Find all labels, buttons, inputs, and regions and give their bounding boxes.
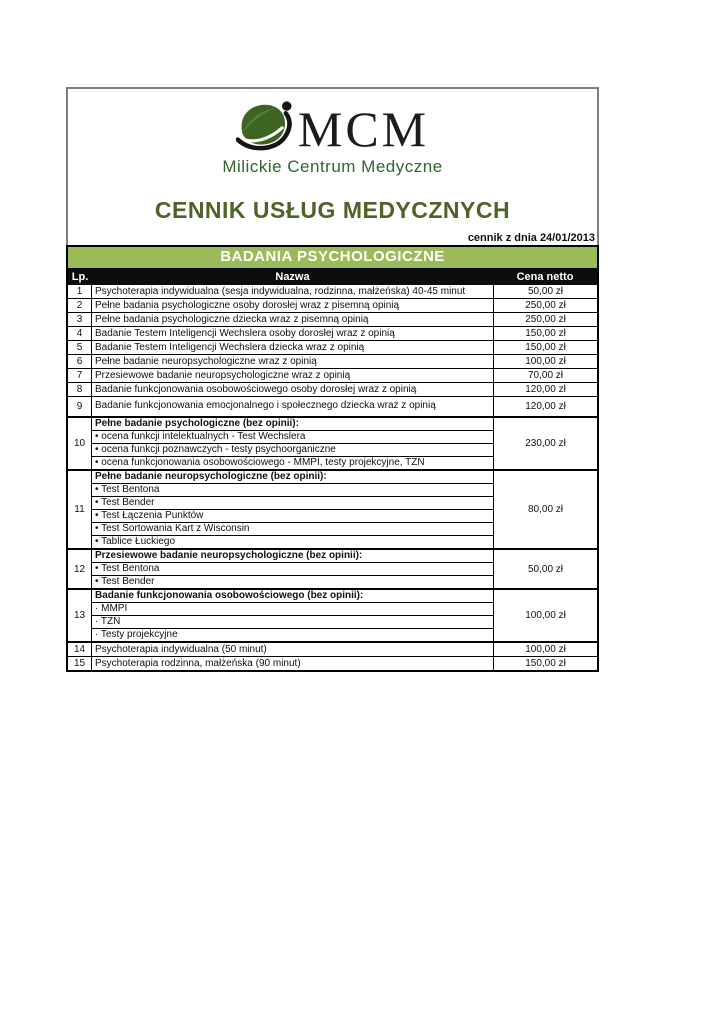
row-number-cell: 8 bbox=[68, 383, 92, 396]
row-number-cell: 9 bbox=[68, 397, 92, 416]
table-row-group bbox=[68, 588, 597, 641]
service-name-cell bbox=[92, 590, 493, 641]
group-header: Pełne badanie psychologiczne (bez opinii): bbox=[92, 418, 493, 431]
col-header-name: Nazwa bbox=[275, 271, 310, 283]
table-header-row bbox=[68, 269, 597, 285]
table-row-group bbox=[68, 469, 597, 548]
logo-block bbox=[68, 89, 597, 177]
col-header-lp: Lp. bbox=[71, 271, 89, 283]
table-row bbox=[68, 354, 597, 368]
group-header: Badanie funkcjonowania osobowościowego (bez opinii): bbox=[92, 590, 493, 603]
row-number-cell: 13 bbox=[68, 590, 92, 641]
mcm-leaf-logo-icon bbox=[236, 97, 294, 155]
group-item: • Test Sortowania Kart z Wisconsin bbox=[92, 523, 493, 536]
price-cell: 80,00 zł bbox=[493, 471, 597, 548]
group-item: • Test Bender bbox=[95, 576, 155, 587]
service-name-cell: Badanie Testem Inteligencji Wechslera dziecka wraz z opinią bbox=[95, 342, 365, 353]
service-name-cell: Badanie funkcjonowania emocjonalnego i społecznego dziecka wraz z opinią bbox=[95, 400, 436, 411]
price-cell: 70,00 zł bbox=[493, 369, 597, 382]
table-row bbox=[68, 340, 597, 354]
row-number-cell: 3 bbox=[68, 313, 92, 326]
table-row bbox=[68, 368, 597, 382]
group-item: • Tablice Łuckiego bbox=[95, 536, 176, 547]
price-cell: 250,00 zł bbox=[493, 313, 597, 326]
group-item: • Test Bender bbox=[92, 497, 493, 510]
row-number-cell: 2 bbox=[68, 299, 92, 312]
group-item: · Testy projekcyjne bbox=[95, 629, 178, 640]
service-name-cell bbox=[92, 471, 493, 548]
price-cell: 250,00 zł bbox=[493, 299, 597, 312]
group-item: · TZN bbox=[92, 616, 493, 629]
table-row bbox=[68, 285, 597, 298]
table-row bbox=[68, 641, 597, 656]
row-number-cell: 1 bbox=[68, 285, 92, 298]
row-number-cell: 12 bbox=[68, 550, 92, 588]
price-list-document bbox=[66, 87, 599, 672]
price-cell: 100,00 zł bbox=[493, 590, 597, 641]
service-name-cell: Badanie funkcjonowania osobowościowego osoby dorosłej wraz z opinią bbox=[95, 384, 417, 395]
service-name-cell: Pełne badanie neuropsychologiczne wraz z opinią bbox=[95, 356, 317, 367]
price-cell: 150,00 zł bbox=[493, 327, 597, 340]
group-item: • ocena funkcjonowania osobowościowego - MMPI, testy projekcyjne, TZN bbox=[95, 457, 425, 468]
table-row bbox=[68, 298, 597, 312]
group-item: • Test Łączenia Punktów bbox=[92, 510, 493, 523]
service-name-cell: Badanie Testem Inteligencji Wechslera osoby dorosłej wraz z opinią bbox=[95, 328, 395, 339]
service-name-cell: Psychoterapia indywidualna (sesja indywidualna, rodzinna, małżeńska) 40-45 minut bbox=[95, 286, 466, 297]
row-number-cell: 10 bbox=[68, 418, 92, 469]
group-item: • ocena funkcji intelektualnych - Test Wechslera bbox=[92, 431, 493, 444]
table-row bbox=[68, 396, 597, 416]
col-header-price: Cena netto bbox=[516, 271, 574, 283]
service-name-cell: Pełne badania psychologiczne dziecka wraz z pisemną opinią bbox=[95, 314, 369, 325]
section-header: BADANIA PSYCHOLOGICZNE bbox=[68, 247, 597, 269]
logo-acronym: MCM bbox=[297, 101, 430, 157]
service-name-cell: Psychoterapia indywidualna (50 minut) bbox=[95, 644, 267, 655]
table-row bbox=[68, 312, 597, 326]
service-name-cell bbox=[92, 418, 493, 469]
date-note: cennik z dnia 24/01/2013 bbox=[467, 232, 595, 244]
table-row bbox=[68, 656, 597, 670]
table-row bbox=[68, 382, 597, 396]
logo-subtitle: Milickie Centrum Medyczne bbox=[222, 157, 443, 176]
price-cell: 100,00 zł bbox=[493, 355, 597, 368]
group-item: · MMPI bbox=[92, 603, 493, 616]
group-item: • Test Bentona bbox=[92, 484, 493, 497]
service-name-cell bbox=[92, 550, 493, 588]
service-name-cell: Pełne badania psychologiczne osoby dorosłej wraz z pisemną opinią bbox=[95, 300, 400, 311]
group-header: Pełne badanie neuropsychologiczne (bez opinii): bbox=[92, 471, 493, 484]
price-cell: 120,00 zł bbox=[493, 397, 597, 416]
table-row-group bbox=[68, 416, 597, 469]
group-item: • ocena funkcji poznawczych - testy psychoorganiczne bbox=[92, 444, 493, 457]
logo-dot bbox=[282, 101, 291, 110]
price-table bbox=[66, 245, 599, 672]
row-number-cell: 5 bbox=[68, 341, 92, 354]
row-number-cell: 7 bbox=[68, 369, 92, 382]
row-number-cell: 15 bbox=[68, 657, 92, 670]
row-number-cell: 11 bbox=[68, 471, 92, 548]
service-name-cell: Przesiewowe badanie neuropsychologiczne wraz z opinią bbox=[95, 370, 351, 381]
row-number-cell: 6 bbox=[68, 355, 92, 368]
price-cell: 120,00 zł bbox=[493, 383, 597, 396]
table-row-group bbox=[68, 548, 597, 588]
page-title: CENNIK USŁUG MEDYCZNYCH bbox=[154, 197, 511, 223]
price-cell: 50,00 zł bbox=[493, 550, 597, 588]
group-header: Przesiewowe badanie neuropsychologiczne (bez opinii): bbox=[92, 550, 493, 563]
row-number-cell: 4 bbox=[68, 327, 92, 340]
price-cell: 150,00 zł bbox=[493, 657, 597, 670]
price-cell: 150,00 zł bbox=[493, 341, 597, 354]
price-cell: 100,00 zł bbox=[493, 643, 597, 656]
group-item: • Test Bentona bbox=[92, 563, 493, 576]
price-cell: 50,00 zł bbox=[493, 285, 597, 298]
price-cell: 230,00 zł bbox=[493, 418, 597, 469]
row-number-cell: 14 bbox=[68, 643, 92, 656]
table-row bbox=[68, 326, 597, 340]
service-name-cell: Psychoterapia rodzinna, małżeńska (90 minut) bbox=[95, 658, 301, 669]
